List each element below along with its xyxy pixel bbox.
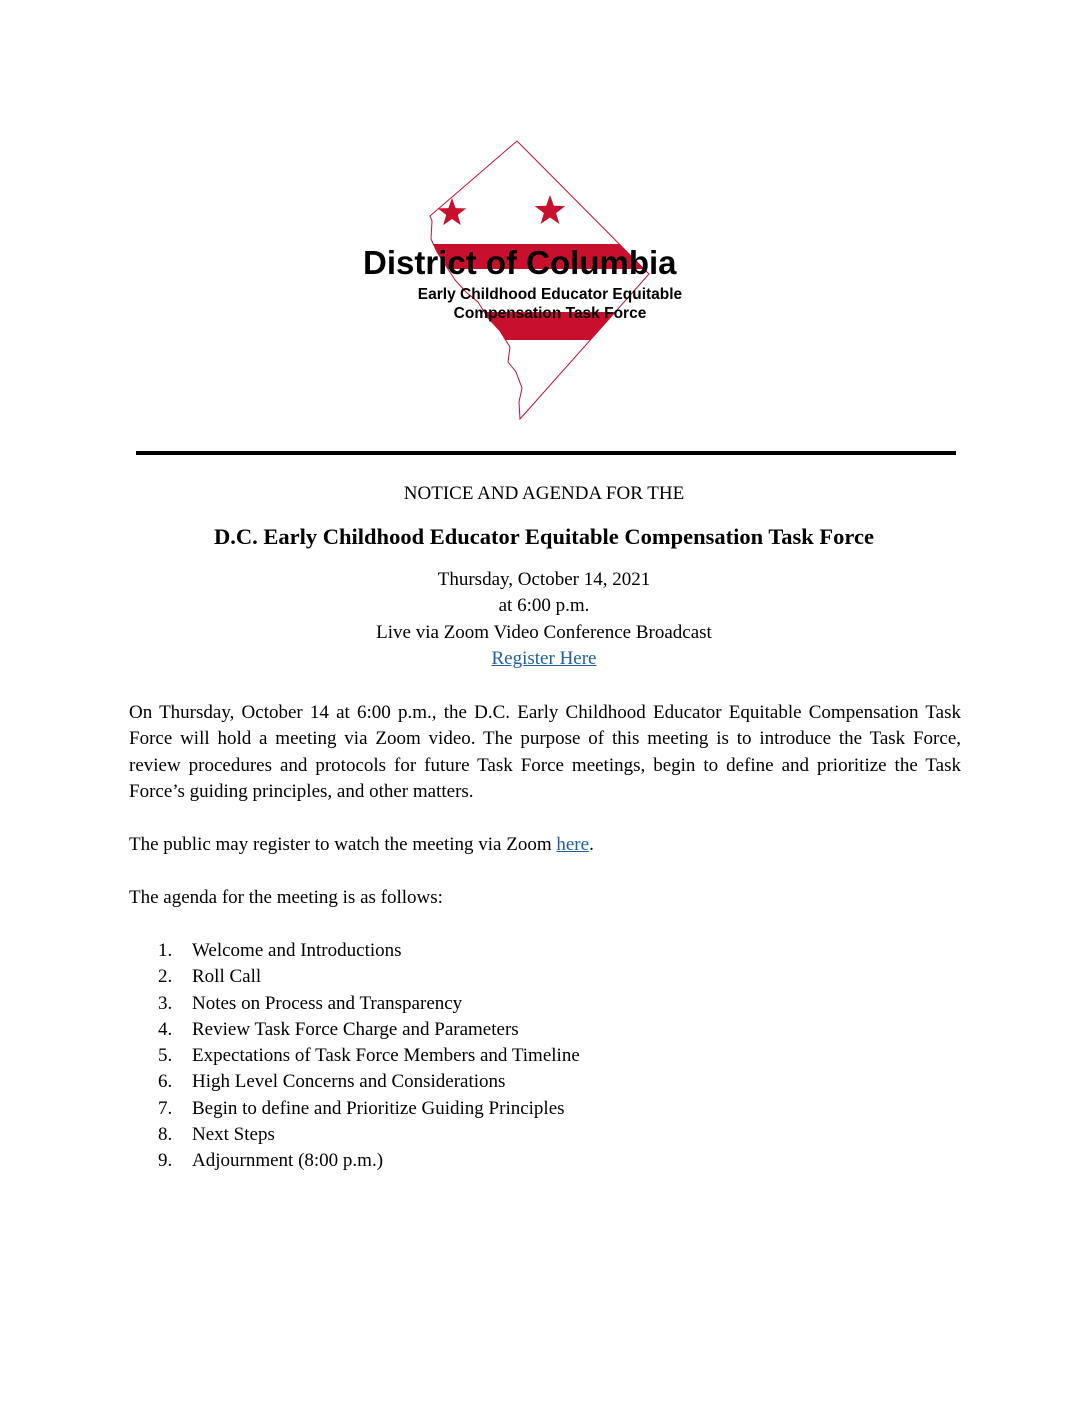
agenda-item-number: 2. bbox=[158, 966, 173, 988]
star-icon bbox=[535, 195, 565, 224]
agenda-item-number: 4. bbox=[158, 1018, 173, 1040]
meeting-venue: Live via Zoom Video Conference Broadcast bbox=[376, 622, 712, 643]
logo-title: District of Columbia bbox=[363, 244, 677, 281]
dc-map-icon bbox=[0, 0, 1088, 430]
agenda-item-number: 9. bbox=[158, 1150, 173, 1172]
star-icon bbox=[438, 198, 467, 225]
agenda-item-text: Roll Call bbox=[192, 966, 262, 988]
agenda-item-text: Next Steps bbox=[192, 1124, 275, 1146]
agenda-item-number: 5. bbox=[158, 1045, 173, 1067]
agenda-item-text: Begin to define and Prioritize Guiding Principles bbox=[192, 1097, 565, 1119]
agenda-item bbox=[158, 938, 580, 964]
register-paragraph-end: . bbox=[589, 834, 594, 855]
agenda-item bbox=[158, 1017, 580, 1043]
agenda-item-number: 6. bbox=[158, 1071, 173, 1093]
agenda-item bbox=[158, 1096, 580, 1122]
dc-logo bbox=[0, 0, 1088, 430]
agenda-item bbox=[158, 964, 580, 990]
logo-subtitle-line2: Compensation Task Force bbox=[453, 305, 647, 322]
agenda-item-text: Notes on Process and Transparency bbox=[192, 992, 463, 1014]
agenda-item bbox=[158, 1069, 580, 1095]
meeting-date: Thursday, October 14, 2021 bbox=[437, 569, 651, 590]
agenda-item-text: Expectations of Task Force Members and Timeline bbox=[192, 1045, 580, 1067]
agenda-item bbox=[158, 1148, 580, 1174]
agenda-item-text: Welcome and Introductions bbox=[192, 940, 402, 961]
agenda-item bbox=[158, 1043, 580, 1069]
agenda-item-text: Review Task Force Charge and Parameters bbox=[192, 1018, 519, 1040]
agenda-item-number: 3. bbox=[158, 992, 173, 1014]
logo-subtitle-line1: Early Childhood Educator Equitable bbox=[417, 286, 683, 303]
agenda-item bbox=[158, 1122, 580, 1148]
register-paragraph bbox=[129, 832, 961, 858]
notice-heading: NOTICE AND AGENDA FOR THE bbox=[403, 483, 685, 504]
agenda-item-number: 1. bbox=[158, 940, 173, 961]
agenda-item-text: High Level Concerns and Considerations bbox=[192, 1071, 506, 1093]
register-paragraph-text: The public may register to watch the meeting via Zoom bbox=[129, 834, 557, 855]
agenda-item bbox=[158, 991, 580, 1017]
meeting-time: at 6:00 p.m. bbox=[498, 595, 590, 616]
zoom-register-link[interactable]: here bbox=[556, 834, 590, 855]
intro-paragraph: On Thursday, October 14 at 6:00 p.m., the D.C. Early Childhood Educator Equitable Compensation Task Force will hold a meeting via Zoom video. The purpose of this meeting is to introduce the Task Force, review procedures and protocols for future Task Force meetings, begin to define and prioritize the Task Force’s guiding principles, and other matters. bbox=[129, 702, 961, 802]
agenda-item-number: 8. bbox=[158, 1124, 173, 1146]
register-line bbox=[0, 646, 1088, 672]
page-title: D.C. Early Childhood Educator Equitable Compensation Task Force bbox=[214, 524, 874, 549]
register-link[interactable]: Register Here bbox=[491, 648, 597, 669]
agenda-intro: The agenda for the meeting is as follows: bbox=[129, 887, 443, 908]
agenda-item-number: 7. bbox=[158, 1097, 173, 1119]
agenda-list bbox=[158, 938, 580, 1175]
header-divider bbox=[136, 451, 956, 455]
agenda-item-text: Adjournment (8:00 p.m.) bbox=[192, 1150, 384, 1172]
